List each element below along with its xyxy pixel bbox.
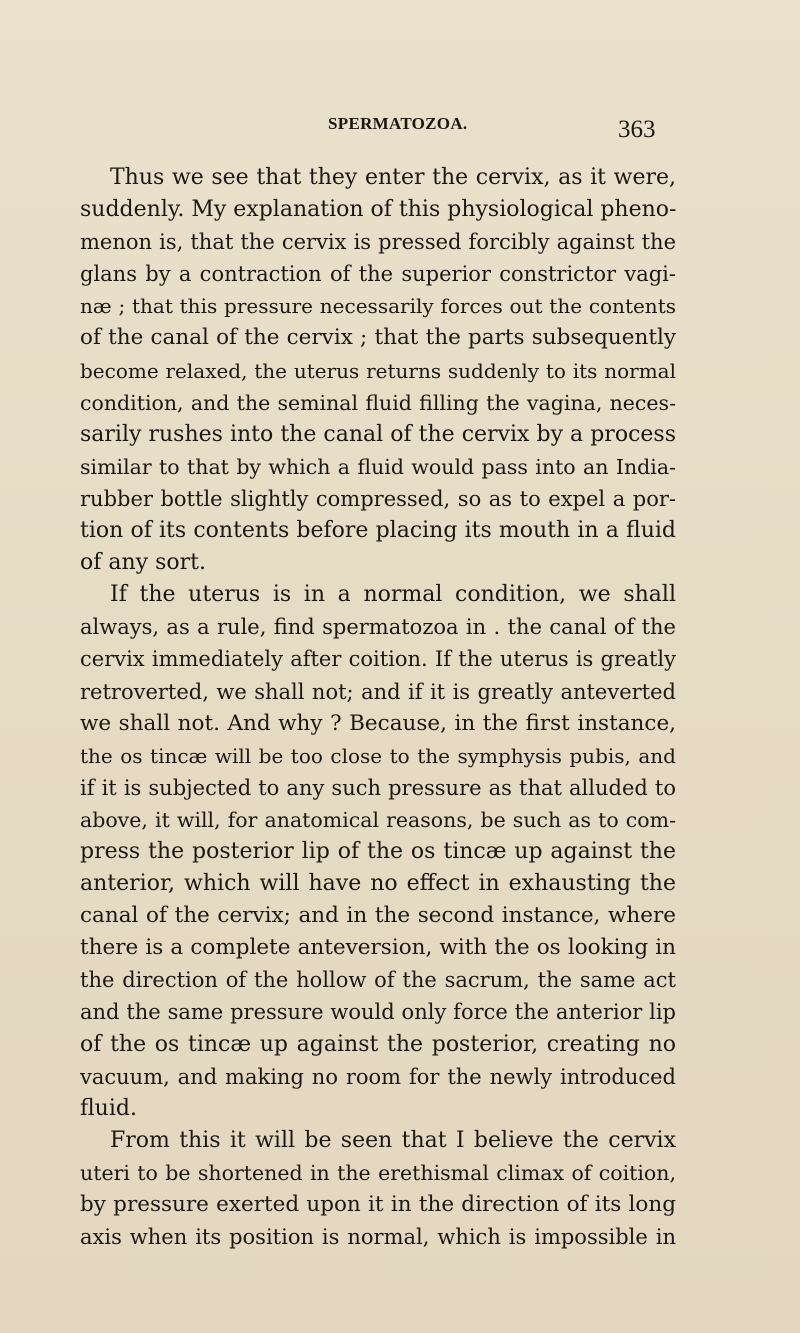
text-line: we shall not. And why ? Because, in the first instance,	[80, 710, 676, 736]
page-number: 363	[618, 116, 656, 143]
text-line: cervix immediately after coition. If the uterus is greatly	[80, 647, 676, 672]
text-line: become relaxed, the uterus returns suddenly to its normal	[80, 358, 676, 383]
text-line: press the posterior lip of the os tincæ up against the	[80, 838, 676, 864]
running-head-title: SPERMATOZOA.	[328, 114, 468, 133]
text-line: From this it will be seen that I believe the cervix	[110, 1127, 676, 1153]
text-line: the direction of the hollow of the sacrum, the same act	[80, 968, 676, 993]
text-line: similar to that by which a fluid would pass into an India-	[80, 454, 676, 479]
text-line: tion of its contents before placing its mouth in a fluid	[80, 518, 676, 544]
text-line: the os tincæ will be too close to the symphysis pubis, and	[80, 743, 676, 768]
text-line: always, as a rule, find spermatozoa in . the canal of the	[80, 615, 676, 640]
running-head	[0, 112, 800, 152]
text-line: anterior, which will have no effect in exhausting the	[80, 871, 676, 897]
text-line: suddenly. My explanation of this physiological pheno-	[80, 197, 677, 223]
text-line: uteri to be shortened in the erethismal climax of coition,	[80, 1160, 676, 1185]
text-line: næ ; that this pressure necessarily forces out the contents	[80, 294, 676, 319]
text-line: of the os tincæ up against the posterior, creating no	[80, 1031, 676, 1057]
text-line: rubber bottle slightly compressed, so as to expel a por-	[80, 486, 676, 511]
text-line: by pressure exerted upon it in the direction of its long	[80, 1192, 676, 1217]
body-text	[80, 162, 676, 1253]
text-line: Thus we see that they enter the cervix, as it were,	[110, 165, 676, 190]
text-line: retroverted, we shall not; and if it is greatly anteverted	[80, 679, 676, 704]
text-line: above, it will, for anatomical reasons, be such as to com-	[80, 807, 676, 832]
text-line: axis when its position is normal, which is impossible in	[80, 1225, 676, 1250]
text-line: fluid.	[80, 1095, 137, 1121]
text-line: menon is, that the cervix is pressed forcibly against the	[80, 230, 676, 255]
text-line: glans by a contraction of the superior constrictor vagi-	[80, 262, 676, 287]
text-line: If the uterus is in a normal condition, we shall	[110, 582, 676, 608]
text-line: of the canal of the cervix ; that the parts subsequently	[80, 325, 676, 351]
text-line: canal of the cervix; and in the second instance, where	[80, 903, 676, 929]
text-line: if it is subjected to any such pressure as that alluded to	[80, 775, 676, 800]
text-line: sarily rushes into the canal of the cervix by a process	[80, 421, 676, 447]
text-line: there is a complete anteversion, with the os looking in	[80, 935, 676, 961]
text-line: of any sort.	[80, 550, 206, 576]
text-line: vacuum, and making no room for the newly introduced	[80, 1064, 676, 1089]
text-line: condition, and the seminal fluid filling the vagina, neces-	[80, 390, 676, 415]
text-line: and the same pressure would only force the anterior lip	[80, 1000, 676, 1025]
